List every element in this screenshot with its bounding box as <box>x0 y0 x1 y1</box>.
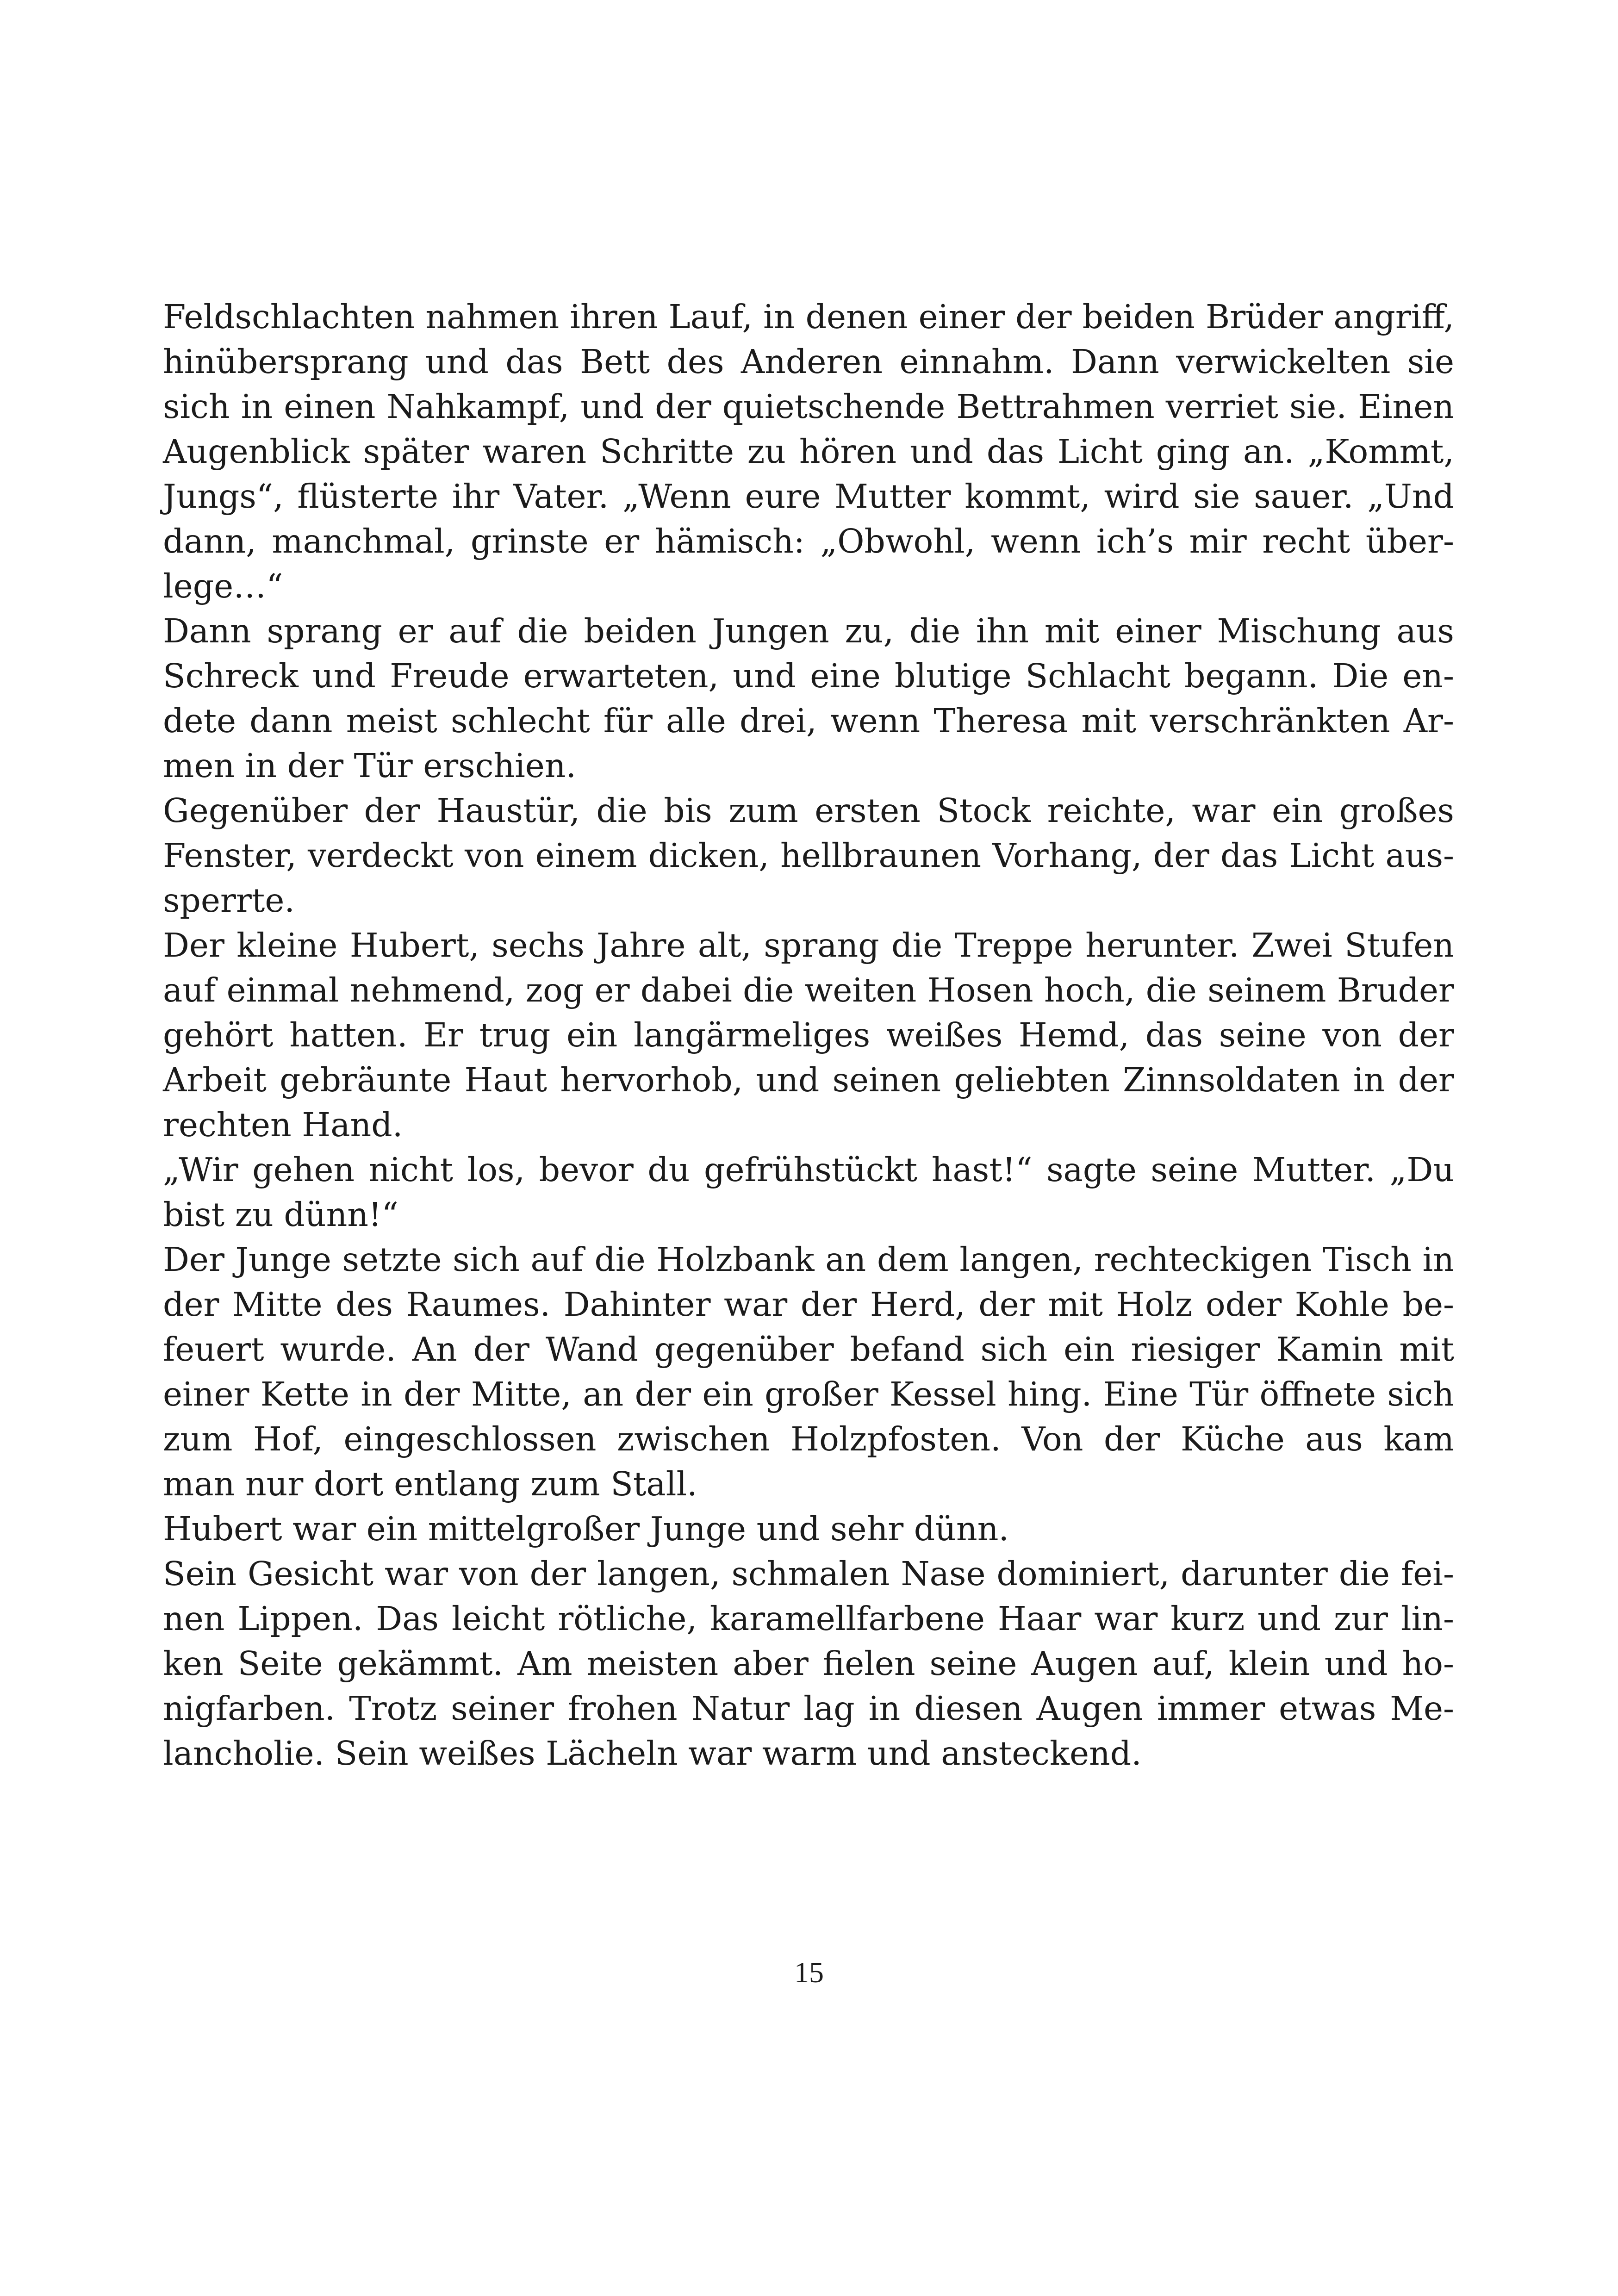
text-line: Arbeit gebräunte Haut hervorhob, und seinen geliebten Zinnsoldaten in der <box>163 1061 1454 1099</box>
paragraph <box>163 788 1454 923</box>
text-line: Schreck und Freude erwarteten, und eine blutige Schlacht begann. Die en- <box>163 657 1454 695</box>
paragraph <box>163 609 1454 788</box>
text-line: Fenster, verdeckt von einem dicken, hellbraunen Vorhang, der das Licht aus- <box>163 836 1454 875</box>
text-line: auf einmal nehmend, zog er dabei die weiten Hosen hoch, die seinem Bruder <box>163 971 1454 1009</box>
body-text <box>163 294 1454 1776</box>
text-line: sperrte. <box>163 881 295 920</box>
paragraph <box>163 294 1454 609</box>
text-line: feuert wurde. An der Wand gegenüber befand sich ein riesiger Kamin mit <box>163 1330 1454 1369</box>
text-line: einer Kette in der Mitte, an der ein großer Kessel hing. Eine Tür öffnete sich <box>163 1375 1454 1413</box>
text-line: Der Junge setzte sich auf die Holzbank an dem langen, rechteckigen Tisch in <box>163 1240 1454 1279</box>
text-line: men in der Tür erschien. <box>163 747 577 785</box>
text-line: Dann sprang er auf die beiden Jungen zu, die ihn mit einer Mischung aus <box>163 612 1454 650</box>
text-line: Jungs“, flüsterte ihr Vater. „Wenn eure Mutter kommt, wird sie sauer. „Und <box>163 477 1454 516</box>
text-line: Hubert war ein mittelgroßer Junge und sehr dünn. <box>163 1510 1009 1548</box>
paragraph <box>163 1551 1454 1776</box>
text-line: bist zu dünn!“ <box>163 1195 398 1234</box>
text-line: lancholie. Sein weißes Lächeln war warm und ansteckend. <box>163 1734 1142 1773</box>
text-line: dann, manchmal, grinste er hämisch: „Obwohl, wenn ich’s mir recht über- <box>163 522 1454 560</box>
text-line: hinübersprang und das Bett des Anderen einnahm. Dann verwickelten sie <box>163 342 1454 381</box>
text-line: man nur dort entlang zum Stall. <box>163 1465 697 1503</box>
text-line: zum Hof, eingeschlossen zwischen Holzpfosten. Von der Küche aus kam <box>163 1420 1454 1458</box>
paragraph <box>163 1147 1454 1237</box>
text-line: lege…“ <box>163 567 283 605</box>
text-line: Augenblick später waren Schritte zu hören und das Licht ging an. „Kommt, <box>163 432 1454 471</box>
text-line: sich in einen Nahkampf, und der quietschende Bettrahmen verriet sie. Einen <box>163 387 1454 426</box>
text-line: nen Lippen. Das leicht rötliche, karamellfarbene Haar war kurz und zur lin- <box>163 1599 1454 1638</box>
paragraph <box>163 923 1454 1147</box>
text-line: Sein Gesicht war von der langen, schmalen Nase dominiert, darunter die fei- <box>163 1555 1454 1593</box>
text-line: dete dann meist schlecht für alle drei, wenn Theresa mit verschränkten Ar- <box>163 702 1454 740</box>
text-line: rechten Hand. <box>163 1106 403 1144</box>
text-line: Der kleine Hubert, sechs Jahre alt, sprang die Treppe herunter. Zwei Stufen <box>163 926 1454 964</box>
text-line: nigfarben. Trotz seiner frohen Natur lag in diesen Augen immer etwas Me- <box>163 1689 1454 1728</box>
text-line: „Wir gehen nicht los, bevor du gefrühstückt hast!“ sagte seine Mutter. „Du <box>163 1151 1454 1189</box>
text-line: Gegenüber der Haustür, die bis zum ersten Stock reichte, war ein großes <box>163 791 1454 830</box>
text-line: ken Seite gekämmt. Am meisten aber fielen seine Augen auf, klein und ho- <box>163 1644 1454 1683</box>
text-line: der Mitte des Raumes. Dahinter war der Herd, der mit Holz oder Kohle be- <box>163 1285 1454 1324</box>
paragraph <box>163 1237 1454 1506</box>
paragraph <box>163 1506 1454 1551</box>
text-line: gehört hatten. Er trug ein langärmeliges weißes Hemd, das seine von der <box>163 1016 1454 1054</box>
page-number: 15 <box>794 1956 824 1989</box>
text-line: Feldschlachten nahmen ihren Lauf, in denen einer der beiden Brüder angriff, <box>163 298 1454 336</box>
